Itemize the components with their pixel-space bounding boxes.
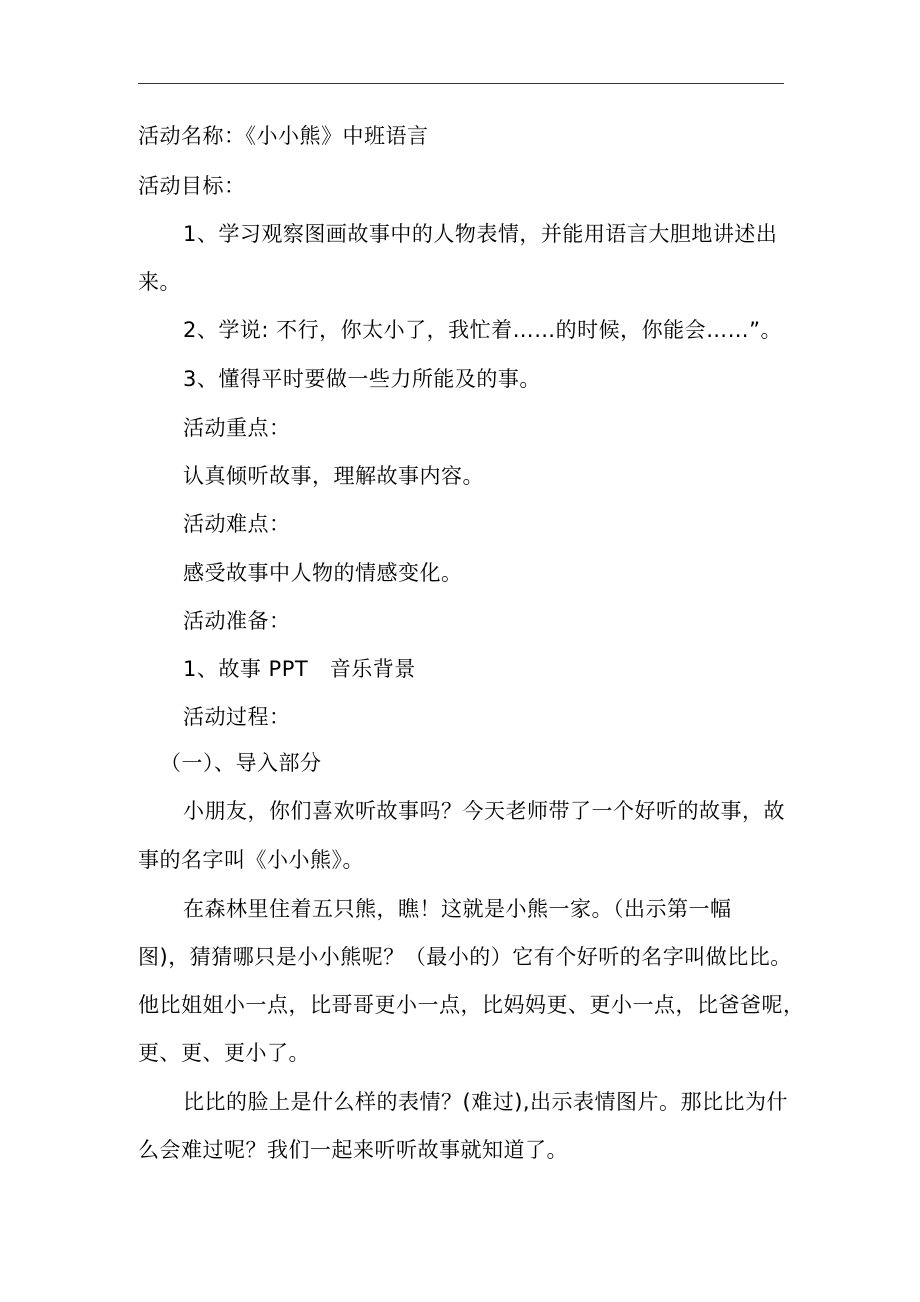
paragraph-3-line-1: 比比的脸上是什么样的表情？(难过),出示表情图片。那比比为什 bbox=[183, 1090, 789, 1114]
paragraph-2-line-3: 他比姐姐小一点，比哥哥更小一点，比妈妈更、更小一点，比爸爸呢， bbox=[138, 993, 805, 1017]
goals-heading: 活动目标： bbox=[138, 174, 246, 198]
goal-2: 2、学说: 不行，你太小了，我忙着……的时候，你能会……”。 bbox=[183, 318, 782, 342]
goal-1-line-1: 1、学习观察图画故事中的人物表情，并能用语言大胆地讲述出 bbox=[183, 222, 778, 246]
part-1-heading: （一）、导入部分 bbox=[160, 751, 322, 775]
header-rule bbox=[138, 83, 784, 84]
paragraph-1-line-2: 事的名字叫《小小熊》。 bbox=[138, 848, 364, 872]
preparation-heading: 活动准备： bbox=[183, 609, 291, 633]
activity-title: 活动名称：《小小熊》中班语言 bbox=[138, 124, 429, 148]
focus-heading: 活动重点： bbox=[183, 416, 291, 440]
paragraph-1-line-1: 小朋友，你们喜欢听故事吗？今天老师带了一个好听的故事，故 bbox=[183, 799, 785, 823]
difficulty-heading: 活动难点： bbox=[183, 512, 291, 536]
difficulty-text: 感受故事中人物的情感变化。 bbox=[183, 561, 463, 585]
goal-1-line-2: 来。 bbox=[138, 270, 181, 294]
paragraph-2-line-1: 在森林里住着五只熊，瞧！这就是小熊一家。（出示第一幅 bbox=[183, 897, 732, 921]
goal-3: 3、懂得平时要做一些力所能及的事。 bbox=[183, 367, 541, 391]
paragraph-2-line-4: 更、更、更小了。 bbox=[138, 1041, 310, 1065]
paragraph-2-line-2: 图)，猜猜哪只是小小熊呢？（最小的）它有个好听的名字叫做比比。 bbox=[138, 945, 792, 969]
focus-text: 认真倾听故事，理解故事内容。 bbox=[183, 464, 484, 488]
preparation-item: 1、故事 PPT 音乐背景 bbox=[183, 657, 416, 681]
paragraph-3-line-2: 么会难过呢？我们一起来听听故事就知道了。 bbox=[138, 1138, 568, 1162]
process-heading: 活动过程： bbox=[183, 705, 291, 729]
